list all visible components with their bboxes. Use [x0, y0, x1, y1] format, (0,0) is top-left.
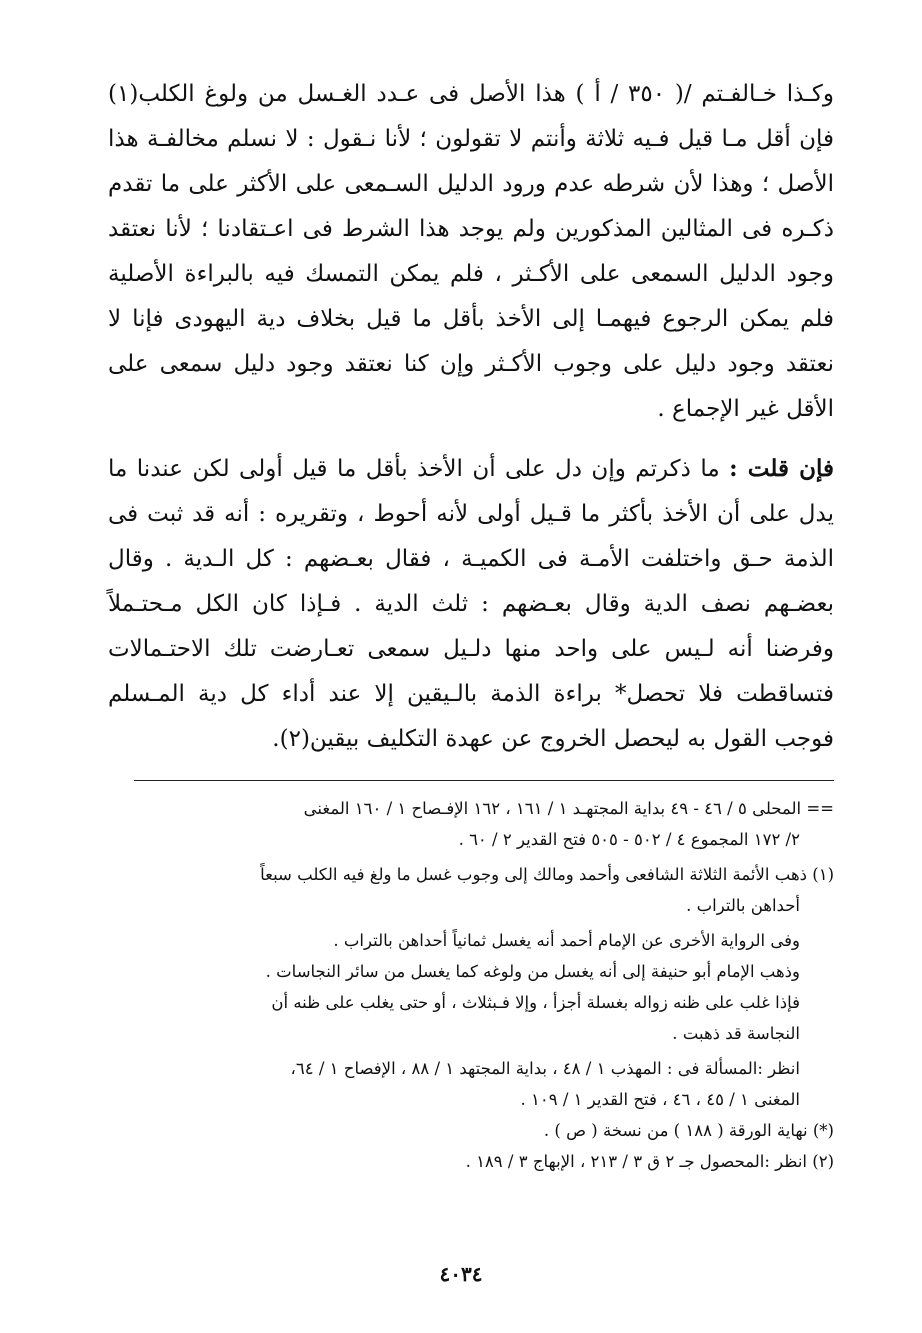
footnote-1-line-7: انظر :المسألة فى : المهذب ١ / ٤٨ ، بداية المجتهد ١ / ٨٨ ، الإفصاح ١ / ٦٤، [290, 1059, 800, 1078]
footnote-1-line-6: النجاسة قد ذهبت . [672, 1024, 800, 1043]
footnote-1-line-3: وفى الرواية الأخرى عن الإمام أحمد أنه يغسل ثمانياً أحداهن بالتراب . [333, 931, 800, 950]
footnote-star: (*) نهاية الورقة ( ١٨٨ ) من نسخة ( ص ) . [543, 1121, 834, 1140]
paragraph-2 [108, 446, 834, 762]
page-number: ٤٠٣٤ [439, 1262, 483, 1286]
footnote-1-line-2: أحداهن بالتراب . [686, 896, 800, 915]
footnote-1-line-8: المغنى ١ / ٤٥ ، ٤٦ ، فتح القدير ١ / ١٠٩ . [520, 1090, 800, 1109]
footnotes [108, 793, 834, 1177]
footnote-continuation-line-2: ٢/ ١٧٢ المجموع ٤ / ٥٠٢ - ٥٠٥ فتح القدير ٢ / ٦٠ . [458, 830, 800, 849]
paragraph-2-lead: فإن قلت : [729, 455, 835, 482]
footnote-1-line-4: وذهب الإمام أبو حنيفة إلى أنه يغسل من ولوغه كما يغسل من سائر النجاسات . [265, 962, 800, 981]
footnote-separator [134, 780, 834, 781]
footnote-1-line-5: فإذا غلب على ظنه زواله بغسلة أجزأ ، وإلا فـبثلاث ، أو حتى يغلب على ظنه أن [271, 993, 800, 1012]
paragraph-1: وكـذا خـالفـتم /( ٣٥٠ / أ ) هذا الأصل فى عـدد الغـسل من ولوغ الكلب(١) فإن أقل مـا قيل فـيه ثلاثة وأنتم لا تقولون ؛ لأنا نـقول : لا نسلم مخالفـة هذا الأصل ؛ وهذا لأن شرطه عدم ورود الدليل السـمعى على الأكثر على ما تقدم ذكـره فى المثالين المذكورين ولم يوجد هذا الشرط فى اعـتقادنا ؛ لأنا نعتقد وجود الدليل السمعى على الأكـثر ، فلم يمكن التمسك فيه بالبراءة الأصلية فلم يمكن الرجوع فيهمـا إلى الأخذ بأقل ما قيل بخلاف دية اليهودى فإنا لا نعتقد وجود دليل على وجوب الأكـثر وإن كنا نعتقد وجود دليل سمعى على الأقل غير الإجماع . [108, 81, 834, 422]
main-text [108, 72, 834, 762]
footnote-1-line-1: (١) ذهب الأئمة الثلاثة الشافعى وأحمد ومالك إلى وجوب غسل ما ولغ فيه الكلب سبعاً [260, 865, 834, 884]
footnote-continuation-line-1: == المحلى ٥ / ٤٦ - ٤٩ بداية المجتهـد ١ / ١٦١ ، ١٦٢ الإفـصاح ١ / ١٦٠ المغنى [303, 799, 834, 818]
paragraph-2-body: ما ذكرتم وإن دل على أن الأخذ بأقل ما قيل أولى لكن عندنا ما يدل على أن الأخذ بأكثر ما قـيل أولى لأنه أحوط ، وتقريره : أنه قد ثبت فى الذمة حـق واختلفت الأمـة فى الكميـة ، فقال بعـضهم : كل الـدية . وقال بعضـهم نصف الدية وقال بعـضهم : ثلث الدية . فـإذا كان الكل مـحتـملاً وفرضنا أنه لـيس على واحد منها دلـيل سمعى تعـارضت تلك الاحتـمالات فتساقطت فلا تحصل* براءة الذمة بالـيقين إلا عند أداء كل دية المـسلم فوجب القول به ليحصل الخروج عن عهدة التكليف بيقين(٢). [108, 456, 834, 752]
footnote-2: (٢) انظر :المحصول جـ ٢ ق ٣ / ٢١٣ ، الإبهاج ٣ / ١٨٩ . [465, 1152, 834, 1171]
